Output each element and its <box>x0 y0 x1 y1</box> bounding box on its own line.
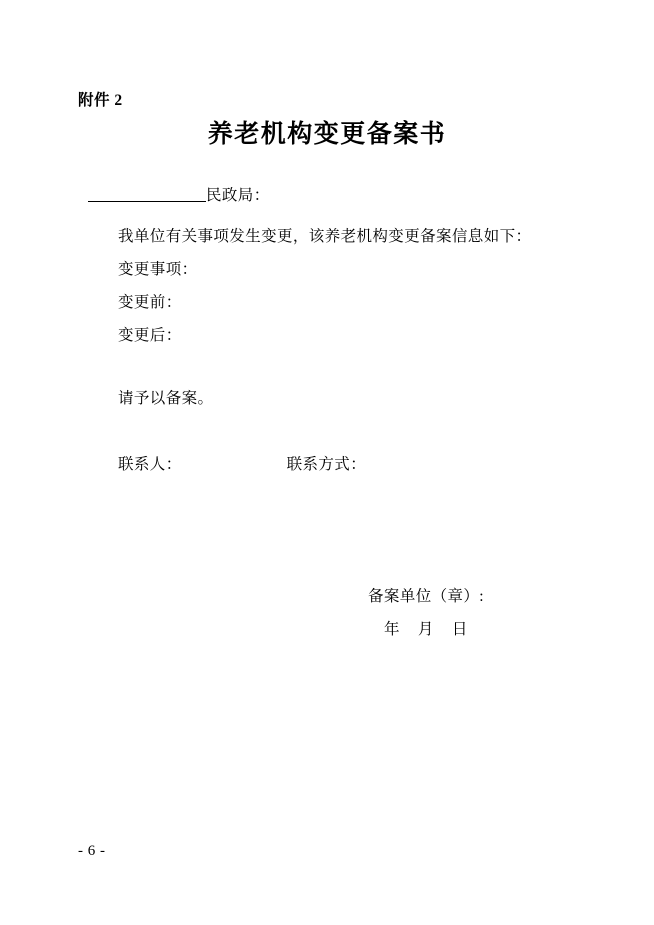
date-year-label: 年 <box>384 621 400 638</box>
change-item-label: 变更事项： <box>118 261 198 278</box>
date-day-label: 日 <box>451 621 468 638</box>
signature-date-line <box>384 617 468 639</box>
after-change-label: 变更后： <box>118 327 182 344</box>
date-month-label: 月 <box>417 621 434 638</box>
contact-row <box>118 452 366 474</box>
page-title: 养老机构变更备案书 <box>207 121 447 148</box>
contact-method-label: 联系方式： <box>286 456 367 473</box>
addressee-line <box>88 183 270 205</box>
request-paragraph: 请予以备案。 <box>118 390 214 407</box>
addressee-blank-field[interactable] <box>88 185 206 202</box>
before-change-label: 变更前： <box>118 294 182 311</box>
addressee-suffix: 民政局： <box>206 187 270 204</box>
signature-unit-label: 备案单位（章）: <box>368 588 485 605</box>
page-number: - 6 - <box>78 843 106 859</box>
intro-paragraph: 我单位有关事项发生变更，该养老机构变更备案信息如下： <box>118 228 532 245</box>
attachment-label: 附件 2 <box>78 92 123 109</box>
contact-person-label: 联系人： <box>118 456 182 473</box>
